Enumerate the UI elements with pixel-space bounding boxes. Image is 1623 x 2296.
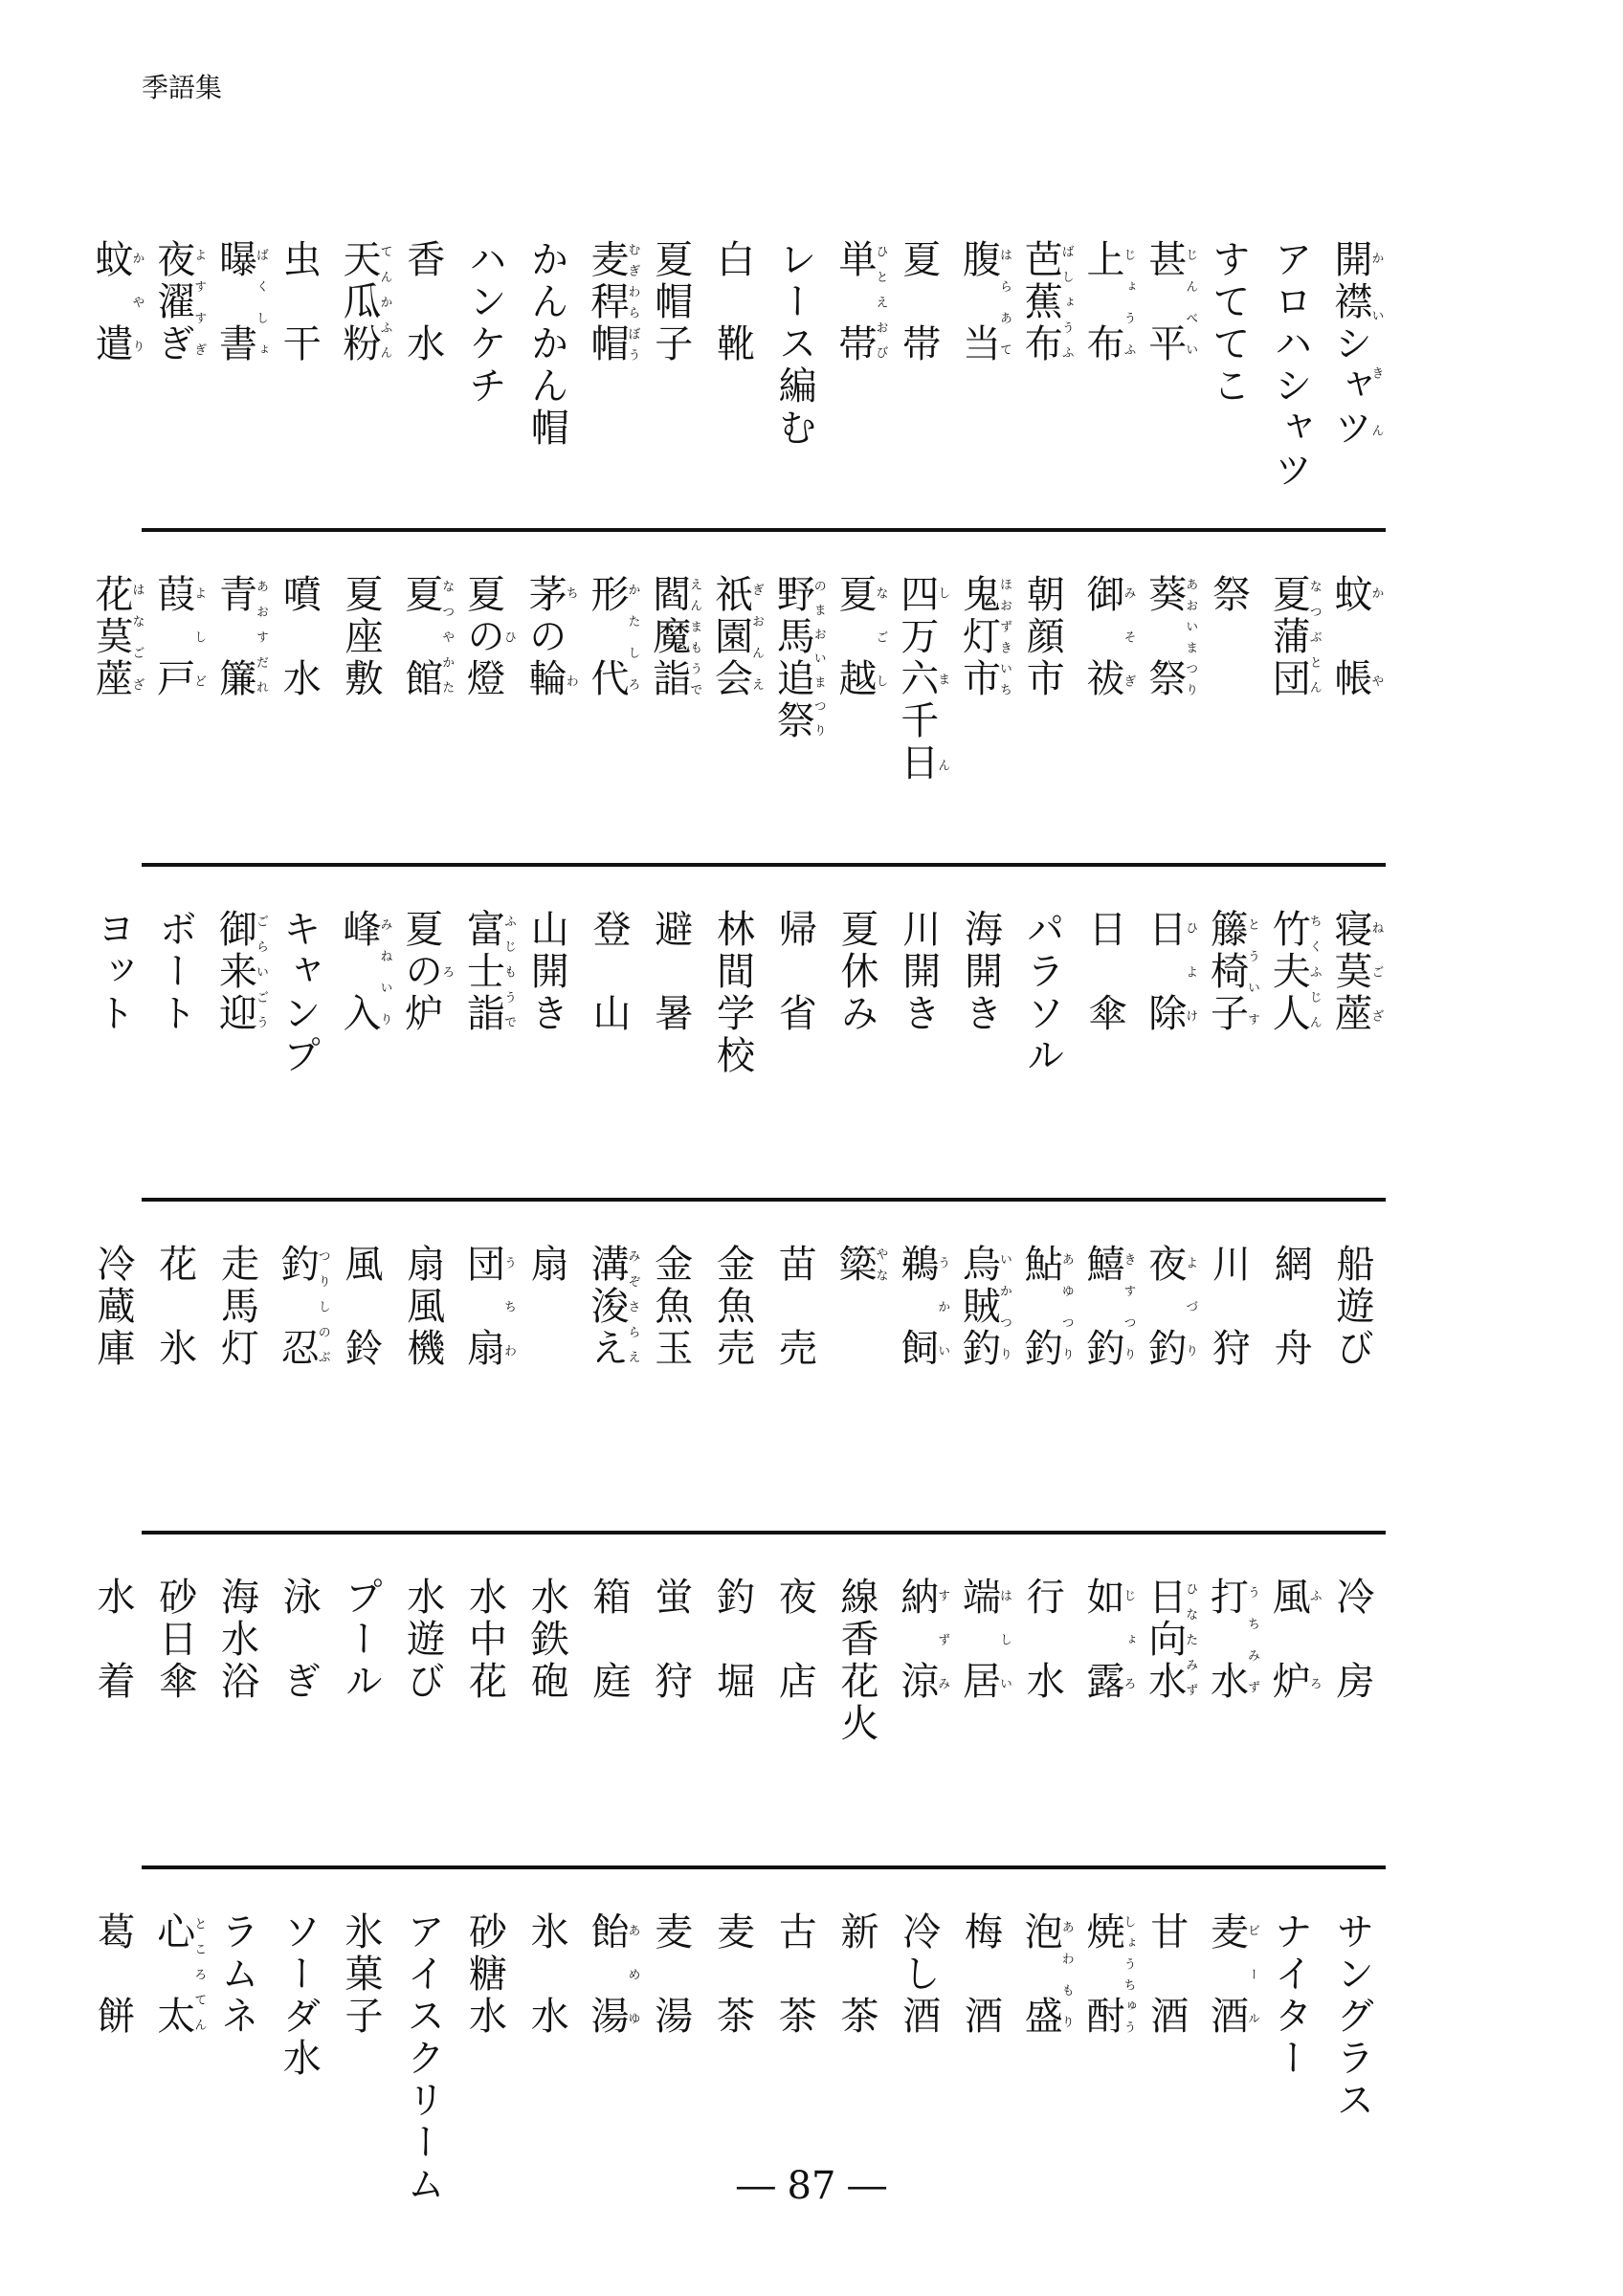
- kigo-word: 冷 房: [1330, 1577, 1374, 1703]
- kigo-word: パラソル: [1020, 909, 1065, 1077]
- kigo-word: 芭蕉布ばしょうふ: [1018, 239, 1074, 365]
- kigo-word: 花茣蓙はなござ: [89, 574, 145, 700]
- kigo-term: [268, 239, 329, 564]
- kigo-term: [1074, 909, 1135, 1234]
- furigana-reading: のまおいまつり: [811, 574, 826, 742]
- furigana-reading: ビール: [1245, 1911, 1259, 2038]
- kigo-word: 金魚玉: [648, 1244, 693, 1370]
- kigo-term: [268, 909, 329, 1234]
- furigana-reading: ごらいごう: [254, 909, 268, 1035]
- kigo-word: 蚊 遣かやり: [89, 239, 145, 365]
- kigo-term: [516, 909, 577, 1234]
- kigo-term: [950, 909, 1012, 1234]
- kigo-term: [330, 1244, 391, 1569]
- furigana-reading: ひよけ: [1183, 909, 1198, 1035]
- kigo-term: [888, 239, 949, 564]
- kigo-word: レース編む: [772, 239, 817, 450]
- kigo-term: [640, 909, 701, 1234]
- kigo-word: 夏の燈ひ: [460, 574, 516, 700]
- kigo-term: [207, 909, 268, 1234]
- kigo-word: 鬼灯市ほおずきいち: [956, 574, 1012, 700]
- kigo-word: 夏 帯: [896, 239, 941, 365]
- kigo-band-3: [91, 909, 1384, 1234]
- kigo-word: 水中花: [462, 1577, 507, 1703]
- furigana-reading: はらあて: [997, 239, 1012, 365]
- kigo-word: 香 水: [400, 239, 445, 365]
- kigo-term: [268, 574, 329, 899]
- kigo-word: 夏 越なごし: [833, 574, 888, 700]
- furigana-reading: しまん: [935, 574, 950, 784]
- kigo-word: 白 靴: [710, 239, 755, 365]
- furigana-reading: うちわ: [501, 1244, 516, 1370]
- kigo-word: 苗 売: [772, 1244, 817, 1370]
- kigo-word: 新 茶: [834, 1911, 878, 2038]
- kigo-word: アイスクリーム: [400, 1911, 445, 2206]
- furigana-reading: はしい: [997, 1577, 1012, 1703]
- furigana-reading: つりしのぶ: [315, 1244, 330, 1370]
- kigo-word: 葛 餅: [91, 1911, 135, 2038]
- kigo-word: 夏帽子: [648, 239, 693, 365]
- kigo-word: 葭 戸よしど: [150, 574, 207, 700]
- furigana-reading: かやり: [129, 239, 145, 365]
- kigo-term: [1136, 1577, 1197, 1902]
- kigo-term: [640, 1577, 701, 1902]
- furigana-reading: ふろ: [1306, 1577, 1322, 1703]
- kigo-term: [268, 1244, 329, 1569]
- furigana-reading: かいきん: [1368, 239, 1384, 450]
- kigo-word: 寝茣蓙ねござ: [1328, 909, 1384, 1035]
- kigo-word: 祇園会ぎおんえ: [708, 574, 764, 700]
- kigo-word: 日 傘: [1082, 909, 1126, 1035]
- kigo-word: 梅 酒: [958, 1911, 1003, 2038]
- kigo-word: 泳 ぎ: [277, 1577, 322, 1703]
- kigo-term: [1322, 1244, 1383, 1569]
- furigana-reading: しょうちゅう: [1121, 1911, 1136, 2038]
- kigo-word: 青 簾あおすだれ: [212, 574, 268, 700]
- kigo-term: [392, 239, 454, 564]
- kigo-word: 砂糖水: [462, 1911, 507, 2038]
- kigo-word: 心 太ところてん: [150, 1911, 207, 2038]
- kigo-term: [330, 574, 391, 899]
- kigo-word: ボート: [152, 909, 197, 1035]
- furigana-reading: ひ: [501, 574, 516, 700]
- section-divider: [142, 528, 1386, 532]
- kigo-word: 麦稈帽むぎわらぼう: [585, 239, 640, 365]
- kigo-term: [82, 1244, 144, 1569]
- kigo-term: [455, 1577, 516, 1902]
- furigana-reading: ふじもうで: [501, 909, 516, 1035]
- kigo-term: [1012, 239, 1073, 564]
- kigo-word: 形 代かたしろ: [585, 574, 640, 700]
- kigo-term: [950, 239, 1012, 564]
- kigo-word: 峰 入みねいり: [337, 909, 392, 1035]
- furigana-reading: ところてん: [191, 1911, 207, 2038]
- furigana-reading: じんべい: [1183, 239, 1198, 365]
- kigo-word: 避 暑: [648, 909, 693, 1035]
- kigo-word: 団 扇うちわ: [460, 1244, 516, 1370]
- kigo-word: 日 除ひよけ: [1142, 909, 1198, 1035]
- kigo-term: [764, 1577, 825, 1902]
- kigo-term: [950, 574, 1012, 899]
- kigo-term: [888, 909, 949, 1234]
- kigo-term: [268, 1577, 329, 1902]
- kigo-word: 夜濯ぎよすすぎ: [150, 239, 207, 365]
- kigo-word: 御 祓みそぎ: [1080, 574, 1136, 700]
- furigana-reading: かや: [1368, 574, 1384, 700]
- page-header: 季語集: [142, 72, 223, 103]
- kigo-word: キャンプ: [277, 909, 322, 1077]
- kigo-term: [145, 909, 206, 1234]
- kigo-term: [1198, 1577, 1259, 1902]
- furigana-reading: あわもり: [1058, 1911, 1074, 2038]
- kigo-word: 夏休み: [834, 909, 878, 1035]
- kigo-term: [82, 909, 144, 1234]
- kigo-term: [578, 574, 639, 899]
- kigo-term: [392, 574, 454, 899]
- furigana-reading: みそぎ: [1121, 574, 1136, 700]
- kigo-word: 釣 忍つりしのぶ: [275, 1244, 330, 1370]
- kigo-word: 茅の輪ちわ: [522, 574, 578, 700]
- kigo-word: 夏 館なつやかた: [398, 574, 455, 700]
- furigana-reading: ほおずきいち: [997, 574, 1012, 700]
- kigo-word: 如 露じょろ: [1080, 1577, 1136, 1703]
- kigo-word: 川開き: [896, 909, 941, 1035]
- kigo-term: [330, 239, 391, 564]
- kigo-word: ソーダ水: [277, 1911, 322, 2080]
- kigo-term: [1074, 574, 1135, 899]
- furigana-reading: あめゆ: [625, 1911, 640, 2038]
- kigo-word: 扇風機: [400, 1244, 445, 1370]
- kigo-term: [1074, 1577, 1135, 1902]
- kigo-word: 富士詣ふじもうで: [460, 909, 516, 1035]
- kigo-term: [764, 909, 825, 1234]
- kigo-word: 花 氷: [152, 1244, 197, 1370]
- kigo-word: 海開き: [958, 909, 1003, 1035]
- kigo-word: 納 涼すずみ: [894, 1577, 950, 1703]
- kigo-word: 山開き: [524, 909, 569, 1035]
- kigo-term: [578, 909, 639, 1234]
- kigo-word: 帰 省: [772, 909, 817, 1035]
- kigo-word: 砂日傘: [152, 1577, 197, 1703]
- furigana-reading: なごし: [873, 574, 888, 700]
- kigo-word: 蚊 帳かや: [1328, 574, 1384, 700]
- kigo-word: 登 山: [587, 909, 631, 1035]
- kigo-term: [1136, 909, 1197, 1234]
- kigo-term: [455, 574, 516, 899]
- kigo-word: 鱚 釣きすつり: [1080, 1244, 1136, 1370]
- furigana-reading: ちわ: [563, 574, 578, 700]
- kigo-word: 端 居はしい: [956, 1577, 1012, 1703]
- kigo-band-4: [91, 1244, 1383, 1569]
- furigana-reading: とういす: [1245, 909, 1259, 1035]
- kigo-term: [1198, 909, 1259, 1234]
- furigana-reading: うちみず: [1245, 1577, 1259, 1703]
- kigo-term: [578, 1577, 639, 1902]
- kigo-word: 夜 店: [772, 1577, 817, 1703]
- kigo-word: 閻魔詣えんまもうで: [646, 574, 702, 700]
- furigana-reading: ぎおんえ: [749, 574, 764, 700]
- kigo-term: [1136, 239, 1197, 564]
- kigo-word: 甘 酒: [1144, 1911, 1189, 2038]
- kigo-word: 開襟シャツかいきん: [1328, 239, 1384, 450]
- kigo-term: [826, 1244, 887, 1569]
- kigo-term: [1322, 1577, 1383, 1902]
- kigo-term: [1198, 574, 1259, 899]
- kigo-term: [516, 574, 577, 899]
- kigo-word: 腹 当はらあて: [956, 239, 1012, 365]
- kigo-term: [826, 1577, 887, 1902]
- kigo-word: 単 帯ひとえおび: [833, 239, 888, 365]
- kigo-word: かんかん帽: [524, 239, 569, 450]
- kigo-term: [1074, 239, 1135, 564]
- kigo-term: [145, 574, 206, 899]
- kigo-word: 氷 水: [524, 1911, 569, 2038]
- kigo-term: [702, 574, 764, 899]
- kigo-term: [764, 1244, 825, 1569]
- kigo-word: 甚 平じんべい: [1142, 239, 1198, 365]
- furigana-reading: よすすぎ: [191, 239, 207, 365]
- section-divider: [142, 863, 1386, 867]
- kigo-word: 溝浚えみぞさらえ: [585, 1244, 640, 1370]
- kigo-word: ナイター: [1268, 1911, 1313, 2080]
- furigana-reading: じょろ: [1121, 1577, 1136, 1703]
- kigo-term: [888, 574, 949, 899]
- kigo-word: 釣 堀: [710, 1577, 755, 1703]
- furigana-reading: ばしょうふ: [1058, 239, 1074, 365]
- kigo-term: [455, 1244, 516, 1569]
- kigo-word: 虫 干: [277, 239, 322, 365]
- kigo-term: [1259, 1244, 1321, 1569]
- kigo-word: 日向水ひなたみず: [1142, 1577, 1198, 1703]
- kigo-term: [207, 239, 268, 564]
- furigana-reading: なつぶとん: [1306, 574, 1322, 700]
- section-divider: [142, 1866, 1386, 1869]
- kigo-term: [392, 909, 454, 1234]
- kigo-term: [764, 239, 825, 564]
- kigo-word: 御来迎ごらいごう: [212, 909, 268, 1035]
- kigo-word: 簗やな: [833, 1244, 888, 1286]
- kigo-term: [702, 239, 764, 564]
- section-divider: [142, 1198, 1386, 1202]
- kigo-term: [826, 909, 887, 1234]
- furigana-reading: ひなたみず: [1183, 1577, 1198, 1703]
- kigo-word: 焼 酎しょうちゅう: [1080, 1911, 1136, 2038]
- kigo-term: [888, 1577, 949, 1902]
- kigo-word: 網 舟: [1268, 1244, 1313, 1370]
- kigo-term: [826, 239, 887, 564]
- kigo-term: [1259, 239, 1321, 564]
- kigo-term: [1198, 239, 1259, 564]
- kigo-word: 打 水うちみず: [1204, 1577, 1259, 1703]
- kigo-word: ラムネ: [214, 1911, 259, 2038]
- furigana-reading: ひとえおび: [873, 239, 888, 365]
- kigo-term: [145, 239, 206, 564]
- furigana-reading: なつやかた: [439, 574, 455, 700]
- kigo-word: 氷菓子: [339, 1911, 383, 2038]
- kigo-word: 走馬灯: [214, 1244, 259, 1370]
- furigana-reading: じょうふ: [1121, 239, 1136, 365]
- furigana-reading: ばくしょ: [254, 239, 268, 365]
- furigana-reading: いかつり: [997, 1244, 1012, 1370]
- furigana-reading: みぞさらえ: [625, 1244, 640, 1370]
- kigo-term: [516, 1577, 577, 1902]
- kigo-band-2: [89, 574, 1384, 899]
- kigo-term: [392, 1244, 454, 1569]
- kigo-term: [1012, 1244, 1073, 1569]
- kigo-word: 扇: [524, 1244, 569, 1286]
- kigo-word: すててこ: [1206, 239, 1251, 408]
- furigana-reading: きすつり: [1121, 1244, 1136, 1370]
- kigo-term: [1259, 1577, 1321, 1902]
- kigo-term: [516, 239, 577, 564]
- kigo-word: 籐椅子とういす: [1204, 909, 1259, 1035]
- kigo-term: [640, 239, 701, 564]
- kigo-word: 祭: [1206, 574, 1251, 616]
- kigo-term: [330, 1577, 391, 1902]
- kigo-word: 鮎 釣あゆつり: [1018, 1244, 1074, 1370]
- kigo-word: 鵜 飼うかい: [894, 1244, 950, 1370]
- furigana-reading: むぎわらぼう: [625, 239, 640, 365]
- furigana-reading: ねござ: [1368, 909, 1384, 1035]
- kigo-term: [455, 909, 516, 1234]
- kigo-term: [702, 1577, 764, 1902]
- kigo-word: 噴 水: [277, 574, 322, 700]
- kigo-word: 風 鈴: [339, 1244, 383, 1370]
- furigana-reading: ろ: [439, 909, 455, 1035]
- kigo-term: [950, 1244, 1012, 1569]
- kigo-word: 烏賊釣いかつり: [956, 1244, 1012, 1370]
- kigo-term: [1012, 574, 1073, 899]
- kigo-term: [1198, 1244, 1259, 1569]
- kigo-word: 麦 酒ビール: [1204, 1911, 1259, 2038]
- kigo-term: [702, 909, 764, 1234]
- kigo-term: [1259, 574, 1321, 899]
- kigo-band-1: [89, 239, 1384, 564]
- kigo-word: 風 炉ふろ: [1266, 1577, 1322, 1703]
- kigo-word: 冷し酒: [896, 1911, 941, 2038]
- kigo-word: 四万六千日しまん: [894, 574, 950, 784]
- kigo-term: [640, 1244, 701, 1569]
- kigo-term: [1322, 909, 1383, 1234]
- kigo-word: サングラス: [1330, 1911, 1374, 2122]
- kigo-word: 行 水: [1020, 1577, 1065, 1703]
- kigo-term: [640, 574, 701, 899]
- kigo-term: [330, 909, 391, 1234]
- furigana-reading: えんまもうで: [687, 574, 702, 700]
- kigo-word: プール: [339, 1577, 383, 1703]
- furigana-reading: すずみ: [935, 1577, 950, 1703]
- furigana-reading: よしど: [191, 574, 207, 700]
- kigo-term: [888, 1244, 949, 1569]
- kigo-word: 箱 庭: [587, 1577, 631, 1703]
- kigo-word: 泡 盛あわもり: [1018, 1911, 1074, 2038]
- kigo-word: 水 着: [91, 1577, 135, 1703]
- kigo-word: 線香花火: [834, 1577, 878, 1745]
- furigana-reading: はなござ: [129, 574, 145, 700]
- kigo-word: 竹夫人ちくふじん: [1266, 909, 1322, 1035]
- section-divider: [142, 1531, 1386, 1534]
- kigo-word: 天瓜粉てんかふん: [337, 239, 392, 365]
- kigo-word: 夏蒲団なつぶとん: [1266, 574, 1322, 700]
- kigo-word: 古 茶: [772, 1911, 817, 2038]
- kigo-term: [950, 1577, 1012, 1902]
- kigo-word: 船遊び: [1330, 1244, 1374, 1370]
- kigo-term: [207, 574, 268, 899]
- kigo-word: 葵 祭あおいまつり: [1142, 574, 1198, 700]
- kigo-word: 夏の炉ろ: [398, 909, 455, 1035]
- kigo-term: [1012, 909, 1073, 1234]
- kigo-term: [82, 574, 144, 899]
- kigo-term: [145, 1577, 206, 1902]
- kigo-term: [1136, 1244, 1197, 1569]
- kigo-word: 夜 釣よづり: [1142, 1244, 1198, 1370]
- furigana-reading: てんかふん: [377, 239, 392, 365]
- kigo-word: ハンケチ: [462, 239, 507, 408]
- kigo-word: 水遊び: [400, 1577, 445, 1703]
- furigana-reading: みねいり: [377, 909, 392, 1035]
- kigo-term: [82, 1577, 144, 1902]
- kigo-term: [145, 1244, 206, 1569]
- kigo-term: [1012, 1577, 1073, 1902]
- kigo-term: [1136, 574, 1197, 899]
- furigana-reading: あおすだれ: [254, 574, 268, 700]
- kigo-term: [1322, 239, 1383, 564]
- kigo-word: 川 狩: [1206, 1244, 1251, 1370]
- kigo-term: [1259, 909, 1321, 1234]
- furigana-reading: うかい: [935, 1244, 950, 1370]
- kigo-word: 上 布じょうふ: [1080, 239, 1136, 365]
- kigo-term: [207, 1577, 268, 1902]
- furigana-reading: やな: [873, 1244, 888, 1286]
- kigo-word: 曝 書ばくしょ: [212, 239, 268, 365]
- kigo-word: ヨット: [91, 909, 135, 1035]
- kigo-word: 麦 茶: [710, 1911, 755, 2038]
- kigo-word: 金魚売: [710, 1244, 755, 1370]
- kigo-word: 林間学校: [710, 909, 755, 1077]
- kigo-term: [826, 574, 887, 899]
- kigo-word: 水鉄砲: [524, 1577, 569, 1703]
- kigo-word: 朝顔市: [1020, 574, 1065, 700]
- kigo-word: 夏座敷: [339, 574, 383, 700]
- furigana-reading: あゆつり: [1058, 1244, 1074, 1370]
- kigo-term: [1322, 574, 1383, 899]
- kigo-word: 海水浴: [214, 1577, 259, 1703]
- kigo-word: 麦 湯: [648, 1911, 693, 2038]
- kigo-word: 野馬追祭のまおいまつり: [770, 574, 826, 742]
- kigo-term: [516, 1244, 577, 1569]
- kigo-term: [578, 239, 639, 564]
- kigo-word: 飴 湯あめゆ: [585, 1911, 640, 2038]
- kigo-band-5: [91, 1577, 1383, 1902]
- furigana-reading: あおいまつり: [1183, 574, 1198, 700]
- furigana-reading: ちくふじん: [1306, 909, 1322, 1035]
- kigo-term: [207, 1244, 268, 1569]
- kigo-word: 蛍 狩: [648, 1577, 693, 1703]
- kigo-term: [82, 239, 144, 564]
- kigo-term: [702, 1244, 764, 1569]
- furigana-reading: よづり: [1183, 1244, 1198, 1370]
- kigo-term: [1074, 1244, 1135, 1569]
- kigo-word: 冷蔵庫: [91, 1244, 135, 1370]
- kigo-word: アロハシャツ: [1268, 239, 1313, 492]
- kigo-term: [455, 239, 516, 564]
- kigo-term: [764, 574, 825, 899]
- kigo-term: [578, 1244, 639, 1569]
- page-number: ― 87 ―: [736, 2164, 887, 2208]
- kigo-term: [392, 1577, 454, 1902]
- furigana-reading: かたしろ: [625, 574, 640, 700]
